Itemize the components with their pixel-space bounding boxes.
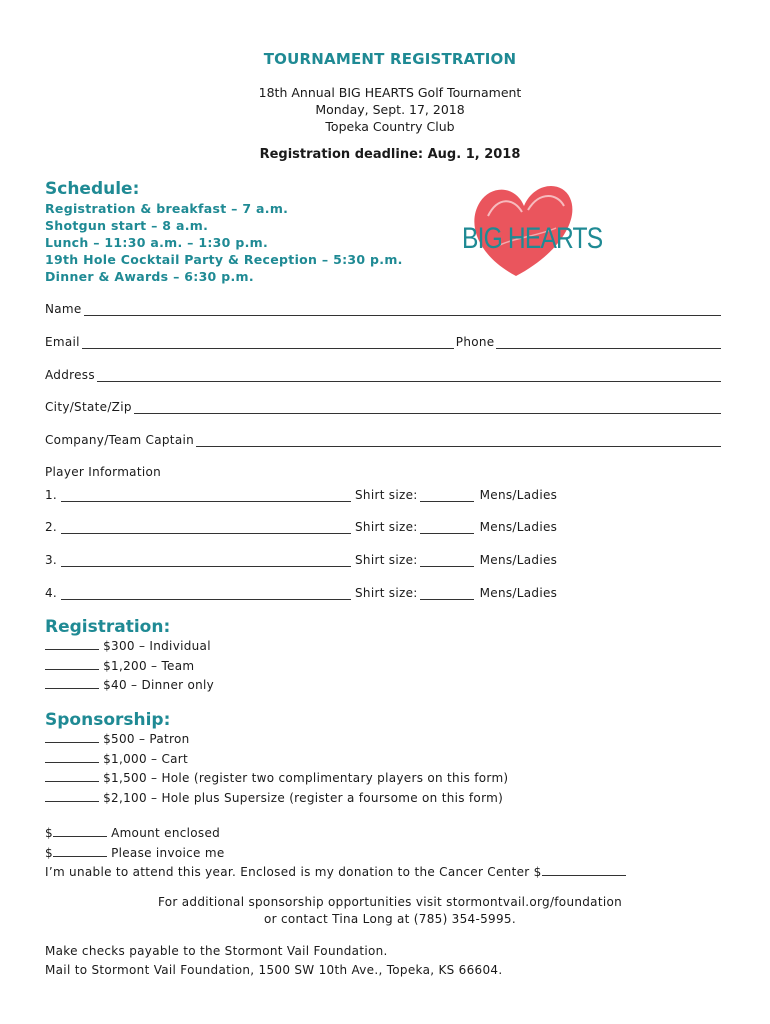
- player-name-line[interactable]: [61, 521, 351, 534]
- registration-option[interactable]: $1,200 – Team: [45, 657, 214, 677]
- player-name-line[interactable]: [61, 489, 351, 502]
- schedule-item: Lunch – 11:30 a.m. – 1:30 p.m.: [45, 235, 268, 250]
- city-line[interactable]: [134, 401, 721, 414]
- sponsorship-contact-line: For additional sponsorship opportunities visit stormontvail.org/foundation: [157, 895, 623, 909]
- registration-heading: Registration:: [45, 617, 171, 637]
- gender-label: Mens/Ladies: [479, 553, 558, 567]
- player-row: [45, 520, 557, 534]
- player-number: 1.: [45, 488, 58, 502]
- shirt-size-label: Shirt size:: [355, 553, 418, 567]
- company-field[interactable]: [45, 433, 721, 447]
- sponsorship-options: [45, 730, 508, 808]
- gender-label: Mens/Ladies: [479, 520, 558, 534]
- email-phone-row: [45, 335, 721, 349]
- registration-options: [45, 637, 214, 696]
- invoice-row[interactable]: $ Please invoice me: [45, 845, 225, 860]
- schedule-heading: Schedule:: [45, 179, 140, 199]
- player-number: 2.: [45, 520, 58, 534]
- shirt-size-line[interactable]: [420, 489, 474, 502]
- shirt-size-line[interactable]: [420, 587, 474, 600]
- city-state-zip-field[interactable]: [45, 400, 721, 414]
- registration-option[interactable]: $40 – Dinner only: [45, 676, 214, 696]
- page-title: TOURNAMENT REGISTRATION: [263, 50, 517, 68]
- address-label: Address: [45, 368, 95, 382]
- address-line[interactable]: [97, 369, 721, 382]
- player-number: 4.: [45, 586, 58, 600]
- company-label: Company/Team Captain: [45, 433, 195, 447]
- name-line[interactable]: [84, 303, 721, 316]
- sponsorship-option[interactable]: $1,500 – Hole (register two complimentary players on this form): [45, 769, 508, 789]
- logo-text: BIG HEARTS: [462, 222, 603, 255]
- player-row: [45, 553, 557, 567]
- address-field[interactable]: [45, 368, 721, 382]
- event-venue: Topeka Country Club: [325, 119, 455, 134]
- gender-label: Mens/Ladies: [479, 488, 558, 502]
- shirt-size-label: Shirt size:: [355, 488, 418, 502]
- player-name-line[interactable]: [61, 554, 351, 567]
- sponsorship-option[interactable]: $2,100 – Hole plus Supersize (register a foursome on this form): [45, 789, 508, 809]
- shirt-size-label: Shirt size:: [355, 520, 418, 534]
- phone-label: Phone: [455, 335, 495, 349]
- name-field[interactable]: [45, 302, 721, 316]
- phone-line[interactable]: [496, 336, 721, 349]
- event-name: 18th Annual BIG HEARTS Golf Tournament: [258, 85, 522, 100]
- registration-option[interactable]: $300 – Individual: [45, 637, 214, 657]
- email-label: Email: [45, 335, 80, 349]
- name-label: Name: [45, 302, 82, 316]
- mailing-address-note: Mail to Stormont Vail Foundation, 1500 SW 10th Ave., Topeka, KS 66604.: [45, 963, 503, 977]
- shirt-size-line[interactable]: [420, 554, 474, 567]
- sponsorship-option[interactable]: $500 – Patron: [45, 730, 508, 750]
- player-name-line[interactable]: [61, 587, 351, 600]
- gender-label: Mens/Ladies: [479, 586, 558, 600]
- payment-section: [45, 824, 626, 883]
- email-line[interactable]: [82, 336, 454, 349]
- shirt-size-line[interactable]: [420, 521, 474, 534]
- player-number: 3.: [45, 553, 58, 567]
- player-info-heading: Player Information: [45, 465, 162, 479]
- checks-payable-note: Make checks payable to the Stormont Vail Foundation.: [45, 944, 388, 958]
- big-hearts-logo: [458, 176, 618, 286]
- schedule-item: Shotgun start – 8 a.m.: [45, 218, 209, 233]
- event-date: Monday, Sept. 17, 2018: [315, 102, 465, 117]
- schedule-item: 19th Hole Cocktail Party & Reception – 5:30 p.m.: [45, 252, 403, 267]
- company-line[interactable]: [196, 434, 721, 447]
- player-row: [45, 586, 557, 600]
- sponsorship-heading: Sponsorship:: [45, 710, 171, 730]
- registration-deadline: Registration deadline: Aug. 1, 2018: [259, 147, 521, 162]
- schedule-item: Dinner & Awards – 6:30 p.m.: [45, 269, 254, 284]
- player-row: [45, 488, 557, 502]
- donation-row[interactable]: I’m unable to attend this year. Enclosed is my donation to the Cancer Center $: [45, 863, 626, 883]
- shirt-size-label: Shirt size:: [355, 586, 418, 600]
- schedule-item: Registration & breakfast – 7 a.m.: [45, 201, 289, 216]
- contact-person-line: or contact Tina Long at (785) 354-5995.: [264, 912, 516, 926]
- sponsorship-option[interactable]: $1,000 – Cart: [45, 750, 508, 770]
- amount-enclosed-row[interactable]: $ Amount enclosed: [45, 826, 221, 840]
- city-label: City/State/Zip: [45, 400, 132, 414]
